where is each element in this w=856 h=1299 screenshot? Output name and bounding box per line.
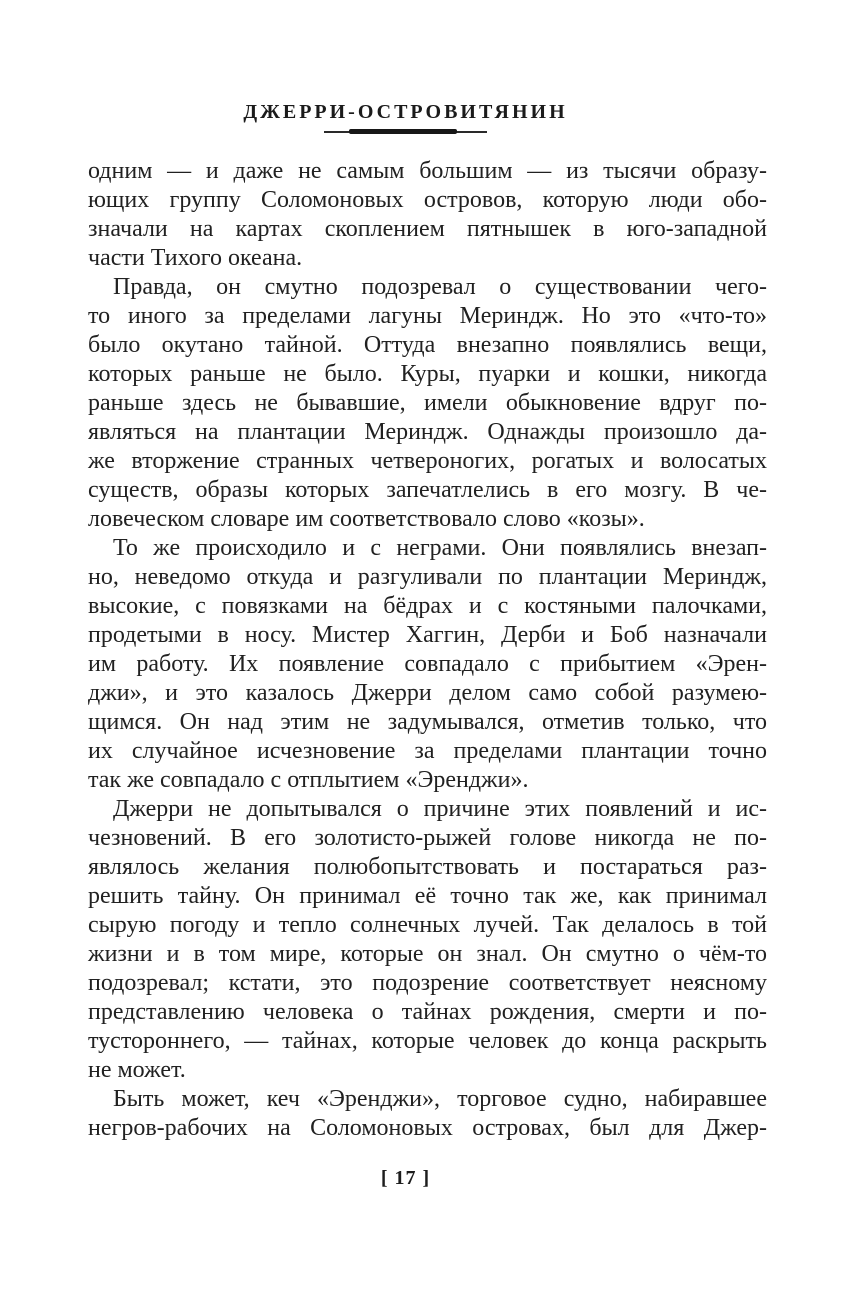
paragraph [88, 795, 767, 1085]
header-rule-ornament [324, 129, 487, 134]
text-line: жизни и в том мире, которые он знал. Он смутно о чём-то [88, 941, 767, 967]
text-line: их случайное исчезновение за пределами плантации точно [88, 738, 767, 764]
text-line: продетыми в носу. Мистер Хаггин, Дерби и Боб назначали [88, 622, 767, 648]
text-line: значали на картах скоплением пятнышек в юго-западной [88, 216, 767, 242]
text-block [88, 157, 767, 1143]
page-header [66, 101, 745, 123]
text-line: являться на плантации Мериндж. Однажды произошло да- [88, 419, 767, 445]
text-line: было окутано тайной. Оттуда внезапно появлялись вещи, [88, 332, 767, 358]
text-line: Быть может, кеч «Эренджи», торговое судно, набиравшее [113, 1086, 767, 1112]
page-number: [ 17 ] [380, 1167, 431, 1189]
text-line: щимся. Он над этим не задумывался, отметив только, что [88, 709, 767, 735]
text-line: одним — и даже не самым большим — из тысячи образу- [88, 158, 767, 184]
text-line: то иного за пределами лагуны Мериндж. Но это «что-то» [88, 303, 767, 329]
text-line: Правда, он смутно подозревал о существовании чего- [113, 274, 767, 300]
paragraph [88, 273, 767, 534]
text-line: но, неведомо откуда и разгуливали по плантации Мериндж, [88, 564, 767, 590]
text-line: раньше здесь не бывавшие, имели обыкновение вдруг по- [88, 390, 767, 416]
text-line: Джерри не допытывался о причине этих появлений и ис- [113, 796, 767, 822]
paragraph [88, 1085, 767, 1143]
text-line: джи», и это казалось Джерри делом само собой разумею- [88, 680, 767, 706]
text-line: являлось желания полюбопытствовать и постараться раз- [88, 854, 767, 880]
text-line: существ, образы которых запечатлелись в его мозгу. В че- [88, 477, 767, 503]
rule-thick-bar [349, 129, 457, 134]
text-line: представлению человека о тайнах рождения, смерти и по- [88, 999, 767, 1025]
text-line: так же совпадало с отплытием «Эренджи». [88, 767, 529, 793]
text-line: не может. [88, 1057, 186, 1083]
page-footer [66, 1166, 745, 1190]
text-line: То же происходило и с неграми. Они появлялись внезап- [113, 535, 767, 561]
text-line: сырую погоду и тепло солнечных лучей. Так делалось в той [88, 912, 767, 938]
paragraph [88, 157, 767, 273]
text-line: которых раньше не было. Куры, пуарки и кошки, никогда [88, 361, 767, 387]
text-line: подозревал; кстати, это подозрение соответствует неясному [88, 970, 767, 996]
text-line: ловеческом словаре им соответствовало слово «козы». [88, 506, 645, 532]
text-line: части Тихого океана. [88, 245, 303, 271]
paragraph [88, 534, 767, 795]
text-line: тустороннего, — тайнах, которые человек до конца раскрыть [88, 1028, 767, 1054]
running-title: ДЖЕРРИ-ОСТРОВИТЯНИН [243, 101, 568, 123]
text-line: же вторжение странных четвероногих, рогатых и волосатых [88, 448, 767, 474]
text-line: им работу. Их появление совпадало с прибытием «Эрен- [88, 651, 767, 677]
text-line: высокие, с повязками на бёдрах и с костяными палочками, [88, 593, 767, 619]
text-line: чезновений. В его золотисто-рыжей голове никогда не по- [88, 825, 767, 851]
text-line: ющих группу Соломоновых островов, которую люди обо- [88, 187, 767, 213]
text-line: негров-рабочих на Соломоновых островах, был для Джер- [88, 1115, 767, 1141]
text-line: решить тайну. Он принимал её точно так же, как принимал [88, 883, 767, 909]
